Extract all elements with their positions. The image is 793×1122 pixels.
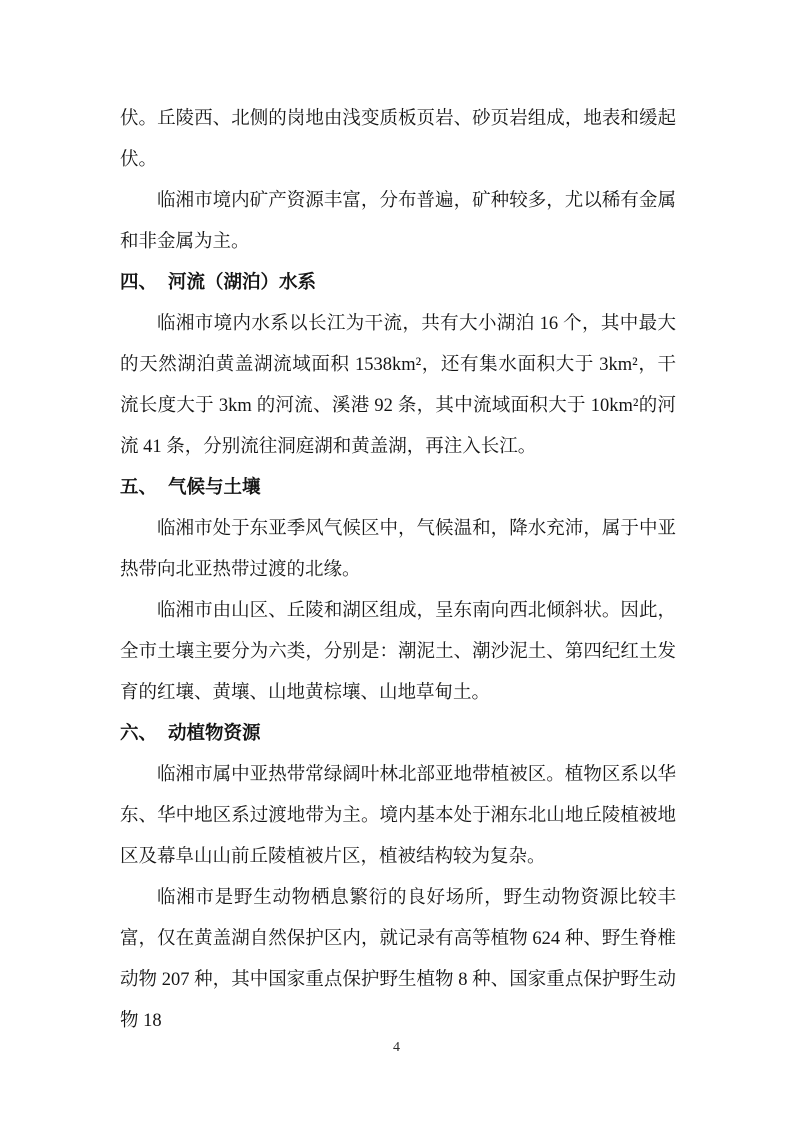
paragraph-vegetation: 临湘市属中亚热带常绿阔叶林北部亚地带植被区。植物区系以华东、华中地区系过渡地带为主。境内基本处于湘东北山地丘陵植被地区及幕阜山山前丘陵植被片区，植被结构较为复杂。 <box>120 765 676 867</box>
section-heading-climate <box>120 468 676 509</box>
page-footer <box>0 1036 793 1060</box>
paragraph-minerals: 临湘市境内矿产资源丰富，分布普遍，矿种较多，尤以稀有金属和非金属为主。 <box>120 191 676 252</box>
page-number: 4 <box>393 1040 400 1055</box>
heading-number: 四、 <box>120 273 158 293</box>
paragraph-soil: 临湘市由山区、丘陵和湖区组成，呈东南向西北倾斜状。因此，全市土壤主要分为六类，分别是：潮泥土、潮沙泥土、第四纪红土发育的红壤、黄壤、山地黄棕壤、山地草甸土。 <box>120 601 676 703</box>
paragraph-continuation: 伏。丘陵西、北侧的岗地由浅变质板页岩、砂页岩组成，地表和缓起伏。 <box>120 109 676 170</box>
paragraph-wildlife: 临湘市是野生动物栖息繁衍的良好场所，野生动物资源比较丰富，仅在黄盖湖自然保护区内，就记录有高等植物 624 种、野生脊椎动物 207 种，其中国家重点保护野生植物 8 种、国家重点保护野生动物 18 <box>120 888 676 1031</box>
heading-title: 动植物资源 <box>168 724 261 744</box>
section-heading-flora-fauna <box>120 714 676 755</box>
section-heading-rivers <box>120 263 676 304</box>
heading-number: 五、 <box>120 478 158 498</box>
heading-title: 气候与土壤 <box>168 478 261 498</box>
paragraph-climate: 临湘市处于东亚季风气候区中，气候温和，降水充沛，属于中亚热带向北亚热带过渡的北缘。 <box>120 519 676 580</box>
document-body <box>120 99 676 1042</box>
heading-number: 六、 <box>120 724 158 744</box>
paragraph-rivers: 临湘市境内水系以长江为干流，共有大小湖泊 16 个，其中最大的天然湖泊黄盖湖流域面积 1538km²，还有集水面积大于 3km²，干流长度大于 3km 的河流、溪港 92 条，其中流域面积大于 10km²的河流 41 条，分别流往洞庭湖和黄盖湖，再注入长江。 <box>120 314 676 457</box>
heading-title: 河流（湖泊）水系 <box>168 273 317 293</box>
